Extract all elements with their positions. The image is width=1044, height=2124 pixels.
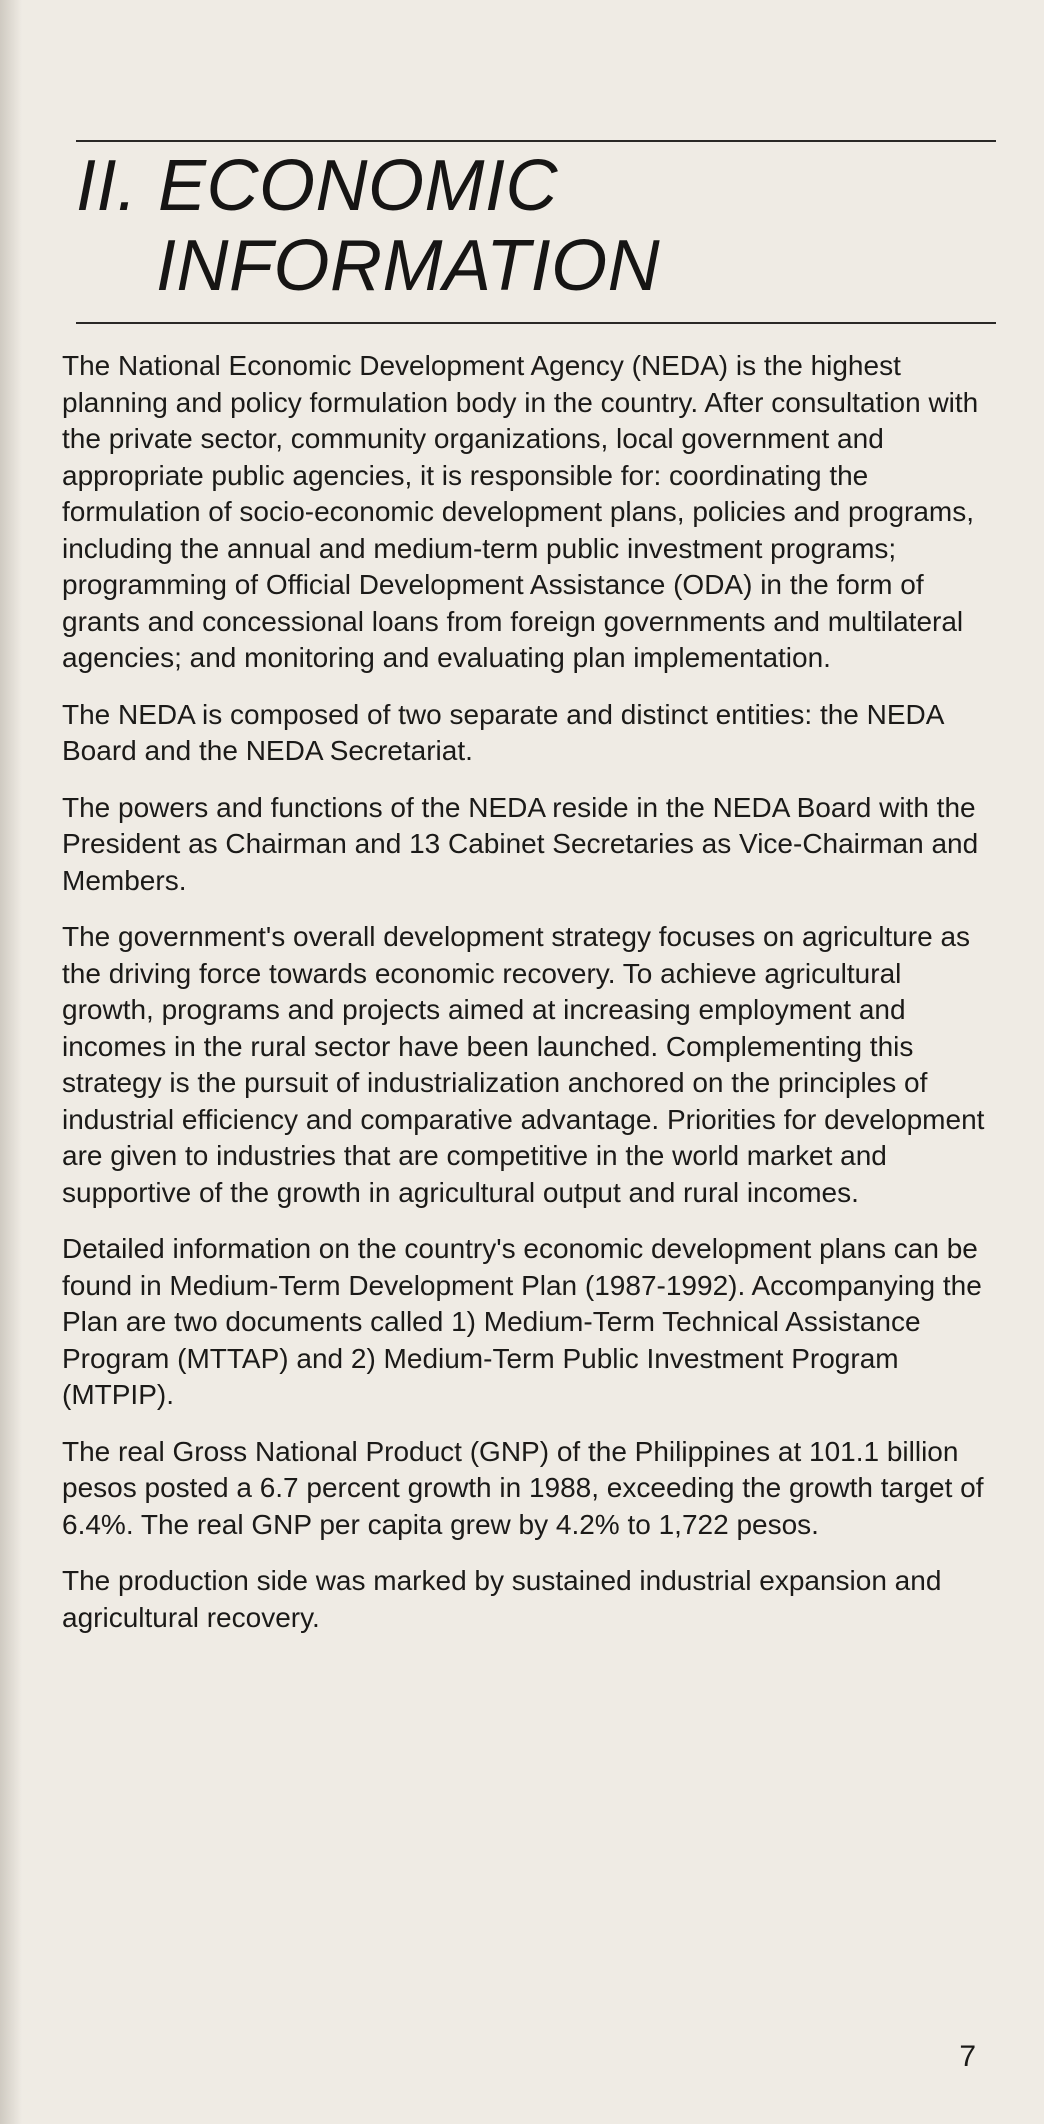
paragraph-neda-board: The powers and functions of the NEDA reside in the NEDA Board with the President as Chairman and 13 Cabinet Secretaries as Vice-Chairman and Members. (62, 791, 979, 896)
paragraph-production-side: The production side was marked by sustained industrial expansion and agricultural recovery. (62, 1565, 942, 1633)
paragraph-gnp-growth: The real Gross National Product (GNP) of the Philippines at 101.1 billion pesos posted a 6.7 percent growth in 1988, exceeding the growth target of 6.4%. The real GNP per capita grew by 4.2% to 1,722 pesos. (62, 1435, 984, 1540)
page-gutter-shadow (0, 0, 22, 2124)
heading-bottom-rule (76, 322, 996, 324)
heading-top-rule (76, 140, 996, 142)
paragraph-development-plans: Detailed information on the country's economic development plans can be found in Medium-Term Development Plan (1987-1992). Accompanying the Plan are two documents called 1) Medium-Term Technical Assistance Program (MTTAP) and 2) Medium-Term Public Investment Program (MTPIP). (62, 1233, 982, 1410)
body-text (62, 348, 997, 1656)
section-heading-line-2: INFORMATION (156, 226, 661, 306)
section-heading-line-1: II. ECONOMIC (76, 146, 559, 226)
section-heading (76, 146, 660, 306)
page-number: 7 (959, 2040, 976, 2073)
paragraph-development-strategy: The government's overall development strategy focuses on agriculture as the driving force towards economic recovery. To achieve agricultural growth, programs and projects aimed at increasing employment and incomes in the rural sector have been launched. Complementing this strategy is the pursuit of industrialization anchored on the principles of industrial efficiency and comparative advantage. Priorities for development are given to industries that are competitive in the world market and supportive of the growth in agricultural output and rural incomes. (62, 921, 985, 1208)
paragraph-neda-composition: The NEDA is composed of two separate and distinct entities: the NEDA Board and the NEDA Secretariat. (62, 698, 943, 766)
paragraph-neda-overview: The National Economic Development Agency (NEDA) is the highest planning and policy formulation body in the country. After consultation with the private sector, community organizations, local government and appropriate public agencies, it is responsible for: coordinating the formulation of socio-economic development plans, policies and programs, including the annual and medium-term public investment programs; programming of Official Development Assistance (ODA) in the form of grants and concessional loans from foreign governments and multilateral agencies; and monitoring and evaluating plan implementation. (62, 350, 979, 673)
